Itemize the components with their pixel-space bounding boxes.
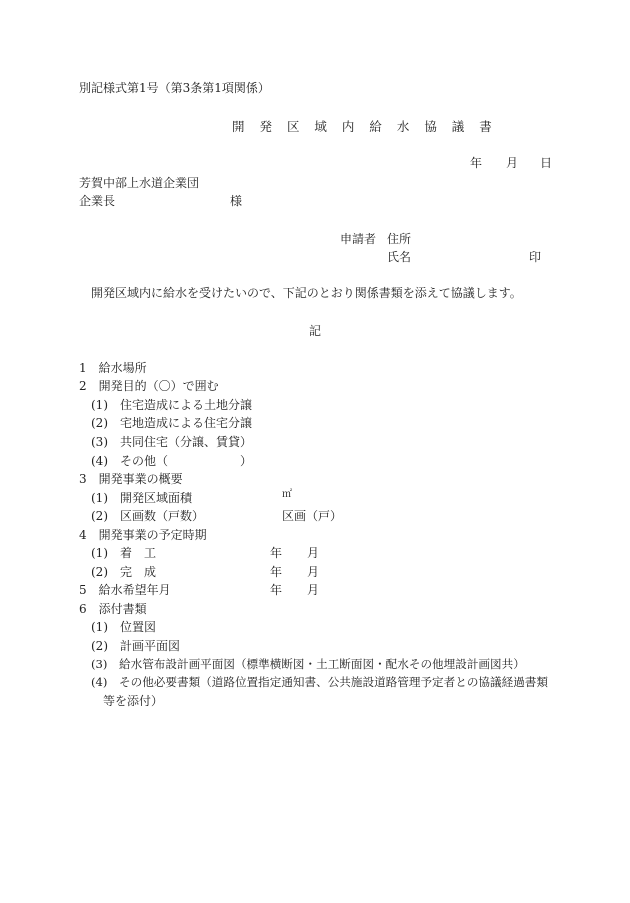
ki-heading: 記: [309, 324, 322, 338]
attachment-item: (3) 給水管布設計画平面図（標準横断図・土工断面図・配水その他埋設計画図共）: [91, 657, 525, 671]
item-attachments: 6 添付書類: [79, 602, 147, 616]
item-development-purpose: 2 開発目的（〇）で囲む: [79, 379, 219, 393]
attachment-item: (4) その他必要書類（道路位置指定通知書、公共施設道路管理予定者との協議経過書類: [91, 675, 548, 689]
applicant-name-label: 氏名: [387, 250, 412, 264]
applicant-label: 申請者: [340, 232, 377, 246]
addressee-position: 企業長: [79, 194, 116, 208]
overview-area-label: (1) 開発区域面積: [91, 491, 192, 505]
date-day-label: 日: [540, 156, 553, 170]
overview-lots-label: (2) 区画数（戸数）: [91, 509, 204, 523]
item-water-supply-location: 1 給水場所: [79, 361, 147, 375]
item-schedule: 4 開発事業の予定時期: [79, 528, 207, 542]
schedule-start-label: (1) 着 工: [91, 546, 156, 560]
purpose-option: (4) その他（ ）: [91, 454, 252, 468]
schedule-complete-label: (2) 完 成: [91, 565, 156, 579]
addressee-organization: 芳賀中部上水道企業団: [79, 176, 200, 190]
overview-lots-unit: 区画（戸）: [282, 509, 343, 523]
overview-area-unit: ㎡: [282, 489, 292, 500]
body-text: 開発区域内に給水を受けたいので、下記のとおり関係書類を添えて協議します。: [91, 286, 522, 300]
attachment-item: (1) 位置図: [91, 620, 156, 634]
document-title: 開 発 区 域 内 給 水 協 議 書: [232, 119, 498, 134]
desired-year: 年: [270, 583, 283, 597]
purpose-option: (3) 共同住宅（分譲、賃貸）: [91, 435, 252, 449]
applicant-address-label: 住所: [387, 232, 412, 246]
date-month-label: 月: [506, 156, 519, 170]
purpose-option: (1) 住宅造成による土地分譲: [91, 398, 252, 412]
item-development-overview: 3 開発事業の概要: [79, 472, 183, 486]
schedule-start-month: 月: [307, 546, 320, 560]
schedule-start-year: 年: [270, 546, 283, 560]
item-desired-supply-date: 5 給水希望年月: [79, 583, 171, 597]
seal-mark: 印: [529, 250, 542, 264]
attachment-item-continuation: 等を添付）: [103, 694, 164, 708]
schedule-complete-month: 月: [307, 565, 320, 579]
attachment-item: (2) 計画平面図: [91, 639, 180, 653]
desired-month: 月: [307, 583, 320, 597]
addressee-honorific: 様: [230, 194, 243, 208]
schedule-complete-year: 年: [270, 565, 283, 579]
purpose-option: (2) 宅地造成による住宅分譲: [91, 416, 252, 430]
date-year-label: 年: [470, 156, 483, 170]
form-number: 別記様式第1号（第3条第1項関係）: [79, 81, 270, 95]
